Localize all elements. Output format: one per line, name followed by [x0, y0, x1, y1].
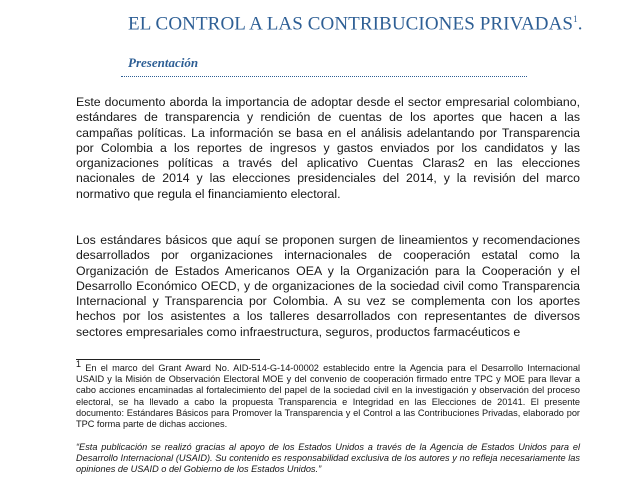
title-footnote-mark: 1 — [573, 14, 578, 24]
title-period: . — [577, 13, 583, 35]
body-paragraph-1: Este documento aborda la importancia de adoptar desde el sector empresarial colombiano, estándares de transparencia y rendición de cuentas de los aportes que hacen a las campañas políticas. La información se basa en el análisis adelantando por Transparencia por Colombia a los reportes de ingresos y gastos enviados por los candidatos y las organizaciones políticas a través del aplicativo Cuentas Claras2 en las elecciones nacionales de 2014 y las elecciones presidenciales del 2014, y la revisión del marco normativo que regula el financiamiento electoral. — [76, 95, 580, 201]
footnote-text: En el marco del Grant Award No. AID-514-G-14-00002 establecido entre la Agencia para el Desarrollo Internacional USAID y la Misión de Observación Electoral MOE y del convenio de cooperación firmado entre TPC y MOE para llevar a cabo acciones encaminadas al fortalecimiento del papel de la sociedad civil en la investigación y observación del proceso electoral, se ha llevado a cabo la propuesta Transparencia e Integridad en las Elecciones de 20141. El presente documento: Estándares Básicos para Promover la Transparencia y el Control a las Contribuciones Privadas, elaborado por TPC forma parte de dichas acciones. — [76, 363, 580, 430]
footnote-disclaimer: “Esta publicación se realizó gracias al apoyo de los Estados Unidos a través de la Agencia de Estados Unidos para el Desarrollo Internacional (USAID). Su contenido es responsabilidad exclusiva de los autores y no refleja necesariamente las opiniones de USAID o del Gobierno de los Estados Unidos.” — [76, 442, 580, 475]
footnote-mark: 1 — [76, 358, 82, 369]
document-title — [128, 8, 588, 35]
document-title-text: EL CONTROL A LAS CONTRIBUCIONES PRIVADAS — [128, 13, 574, 35]
section-divider — [121, 76, 527, 77]
footnote-separator — [76, 359, 260, 360]
footnote — [76, 358, 580, 430]
body-paragraph-2: Los estándares básicos que aquí se proponen surgen de lineamientos y recomendaciones desarrollados por organizaciones internacionales de cooperación estatal como la Organización de Estados Americanos OEA y la Organización para la Cooperación y el Desarrollo Económico OECD, y de organizaciones de la sociedad civil como Transparencia Internacional y Transparencia por Colombia. A su vez se complementa con los aportes hechos por los asistentes a los talleres desarrollados con representantes de diversos sectores empresariales como infraestructura, seguros, productos farmacéuticos e — [76, 233, 580, 339]
section-heading-presentacion: Presentación — [128, 55, 199, 70]
